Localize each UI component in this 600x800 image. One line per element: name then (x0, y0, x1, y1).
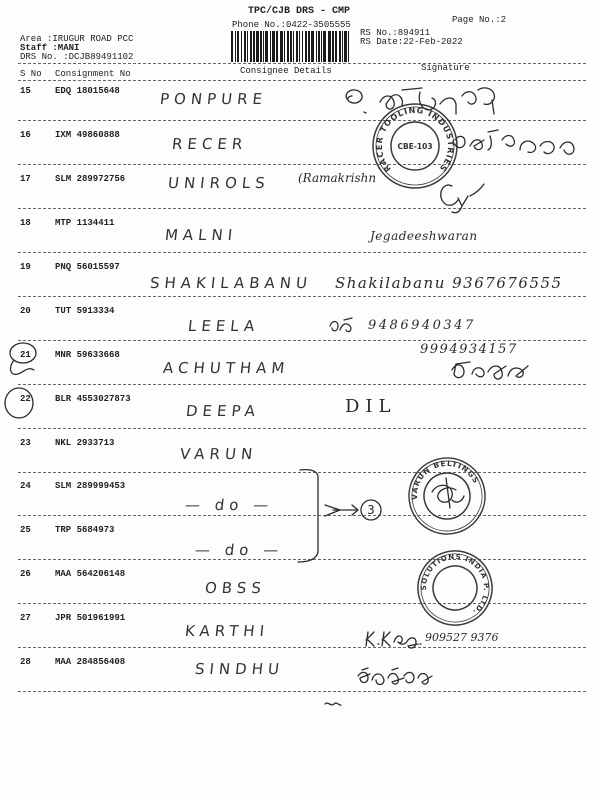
phone-number: Phone No.:0422-3505555 (232, 20, 351, 30)
column-header-consignment: Consignment No (55, 69, 131, 79)
serial-number: 28 (20, 657, 31, 667)
table-row (0, 525, 600, 569)
barcode-bar (256, 31, 259, 62)
row-divider (18, 208, 586, 209)
rs-date: RS Date:22-Feb-2022 (360, 37, 463, 47)
barcode-bar (253, 31, 255, 62)
table-row (0, 613, 600, 657)
serial-number: 25 (20, 525, 31, 535)
signature-note-row19: Shakilabanu 9367676555 (335, 274, 563, 292)
consignment-number: SLM 289999453 (55, 481, 126, 491)
serial-number: 17 (20, 174, 31, 184)
serial-number: 21 (20, 350, 31, 360)
bracket-count: 3 (367, 503, 375, 517)
row-divider (18, 691, 586, 692)
row-divider (18, 296, 586, 297)
barcode-bar (250, 31, 252, 62)
barcode-bar (302, 31, 303, 62)
consignment-number: MAA 564206148 (55, 569, 126, 579)
barcode-bar (335, 31, 337, 62)
barcode-bar (299, 31, 300, 62)
serial-number: 16 (20, 130, 31, 140)
barcode-bar (231, 31, 233, 62)
sheet-title: TPC/CJB DRS - CMP (248, 6, 351, 17)
barcode-bar (344, 31, 347, 62)
serial-number: 20 (20, 306, 31, 316)
barcode-bar (237, 31, 239, 62)
drs-number: DRS No. :DCJB89491102 (20, 52, 134, 62)
barcode-bar (328, 31, 331, 62)
serial-number: 23 (20, 438, 31, 448)
signature-note-row18: Jegadeeshwaran (370, 229, 478, 243)
barcode-bar (305, 31, 307, 62)
row-divider (18, 252, 586, 253)
consignment-number: SLM 289972756 (55, 174, 126, 184)
consignee-name: MALNI (164, 226, 239, 244)
serial-number: 24 (20, 481, 31, 491)
consignment-number: TUT 5913334 (55, 306, 115, 316)
serial-number: 15 (20, 86, 31, 96)
consignment-number: MNR 59633668 (55, 350, 120, 360)
consignee-name: DEEPA (185, 402, 261, 420)
serial-number: 27 (20, 613, 31, 623)
stamp-code: CBE-103 (397, 142, 433, 151)
barcode-bar (332, 31, 334, 62)
area-label: Area :IRUGUR ROAD PCC (20, 34, 134, 44)
barcode-bar (308, 31, 310, 62)
table-row (0, 481, 600, 525)
serial-number: 26 (20, 569, 31, 579)
table-row (0, 657, 600, 701)
row-divider (18, 384, 586, 385)
barcode (231, 31, 353, 62)
consignee-name: — do — (194, 541, 285, 559)
barcode-bar (247, 31, 248, 62)
serial-number: 19 (20, 262, 31, 272)
column-header-sno: S No (20, 69, 42, 79)
signature-note-row20: 9486940347 (368, 318, 476, 333)
table-row (0, 569, 600, 613)
row-divider (18, 164, 586, 165)
barcode-bar (348, 31, 349, 62)
table-row (0, 438, 600, 482)
barcode-bar (235, 31, 236, 62)
barcode-bar (265, 31, 268, 62)
row-divider (18, 647, 586, 648)
page-number: Page No.:2 (452, 15, 507, 25)
consignee-name: LEELA (187, 317, 261, 335)
signature-note-row22: DIL (345, 396, 397, 417)
table-row (0, 394, 600, 438)
consignee-name: OBSS (204, 579, 267, 597)
stamp-ring-textpath: SOLUTIONS INDIA P. LTD. (419, 552, 491, 617)
rs-number: RS No.:894911 (360, 28, 431, 38)
consignee-name: RECER (171, 135, 249, 153)
header-divider (18, 63, 586, 64)
column-header-consignee: Consignee Details (240, 66, 332, 76)
signature-note-row27: 909527 9376 (425, 631, 499, 644)
signature-note-row21: 9994934157 (420, 342, 518, 357)
row-divider (18, 603, 586, 604)
staff-label: Staff :MANI (20, 43, 80, 53)
barcode-bar (318, 31, 320, 62)
row-divider (18, 428, 586, 429)
consignment-number: BLR 4553027873 (55, 394, 131, 404)
consignee-name: — do — (184, 496, 275, 514)
consignee-name: SHAKILABANU (149, 274, 313, 292)
row-divider (18, 559, 586, 560)
consignee-name: ACHUTHAM (162, 359, 291, 377)
signature-note-row17: (Ramakrishn (298, 171, 377, 185)
table-row (0, 218, 600, 262)
barcode-bar (290, 31, 292, 62)
serial-number: 18 (20, 218, 31, 228)
header-divider (18, 80, 586, 81)
barcode-bar (287, 31, 289, 62)
consignee-name: PONPURE (159, 90, 268, 108)
barcode-bar (284, 31, 285, 62)
consignee-name: UNIROLS (167, 174, 271, 192)
consignment-number: IXM 49860888 (55, 130, 120, 140)
consignment-number: MAA 284856408 (55, 657, 126, 667)
barcode-bar (323, 31, 326, 62)
barcode-bar (244, 31, 246, 62)
barcode-bar (263, 31, 264, 62)
consignee-name: KARTHI (184, 622, 270, 640)
serial-number: 22 (20, 394, 31, 404)
barcode-bar (296, 31, 298, 62)
barcode-bar (311, 31, 314, 62)
barcode-bar (272, 31, 275, 62)
barcode-bar (293, 31, 294, 62)
barcode-bar (276, 31, 278, 62)
stamp-ring-textpath: RACER TOOLING INDUSTRIES (374, 105, 456, 174)
barcode-bar (321, 31, 322, 62)
stamp-ring-textpath: VARUN BELTINGS (409, 458, 481, 501)
row-divider (18, 340, 586, 341)
consignment-number: NKL 2933713 (55, 438, 115, 448)
column-header-signature: Signature (421, 63, 470, 73)
consignment-number: PNQ 56015597 (55, 262, 120, 272)
stray-mark (325, 703, 341, 705)
row-divider (18, 515, 586, 516)
barcode-bar (280, 31, 283, 62)
consignment-number: MTP 1134411 (55, 218, 115, 228)
barcode-bar (339, 31, 341, 62)
barcode-bar (316, 31, 317, 62)
consignee-name: SINDHU (194, 660, 285, 678)
consignment-number: TRP 5684973 (55, 525, 115, 535)
barcode-bar (270, 31, 271, 62)
consignment-number: EDQ 18015648 (55, 86, 120, 96)
table-row (0, 86, 600, 130)
table-row (0, 130, 600, 174)
row-divider (18, 120, 586, 121)
barcode-bar (342, 31, 343, 62)
consignee-name: VARUN (179, 445, 259, 463)
barcode-bar (241, 31, 242, 62)
consignment-number: JPR 501961991 (55, 613, 126, 623)
barcode-bar (260, 31, 262, 62)
row-divider (18, 472, 586, 473)
